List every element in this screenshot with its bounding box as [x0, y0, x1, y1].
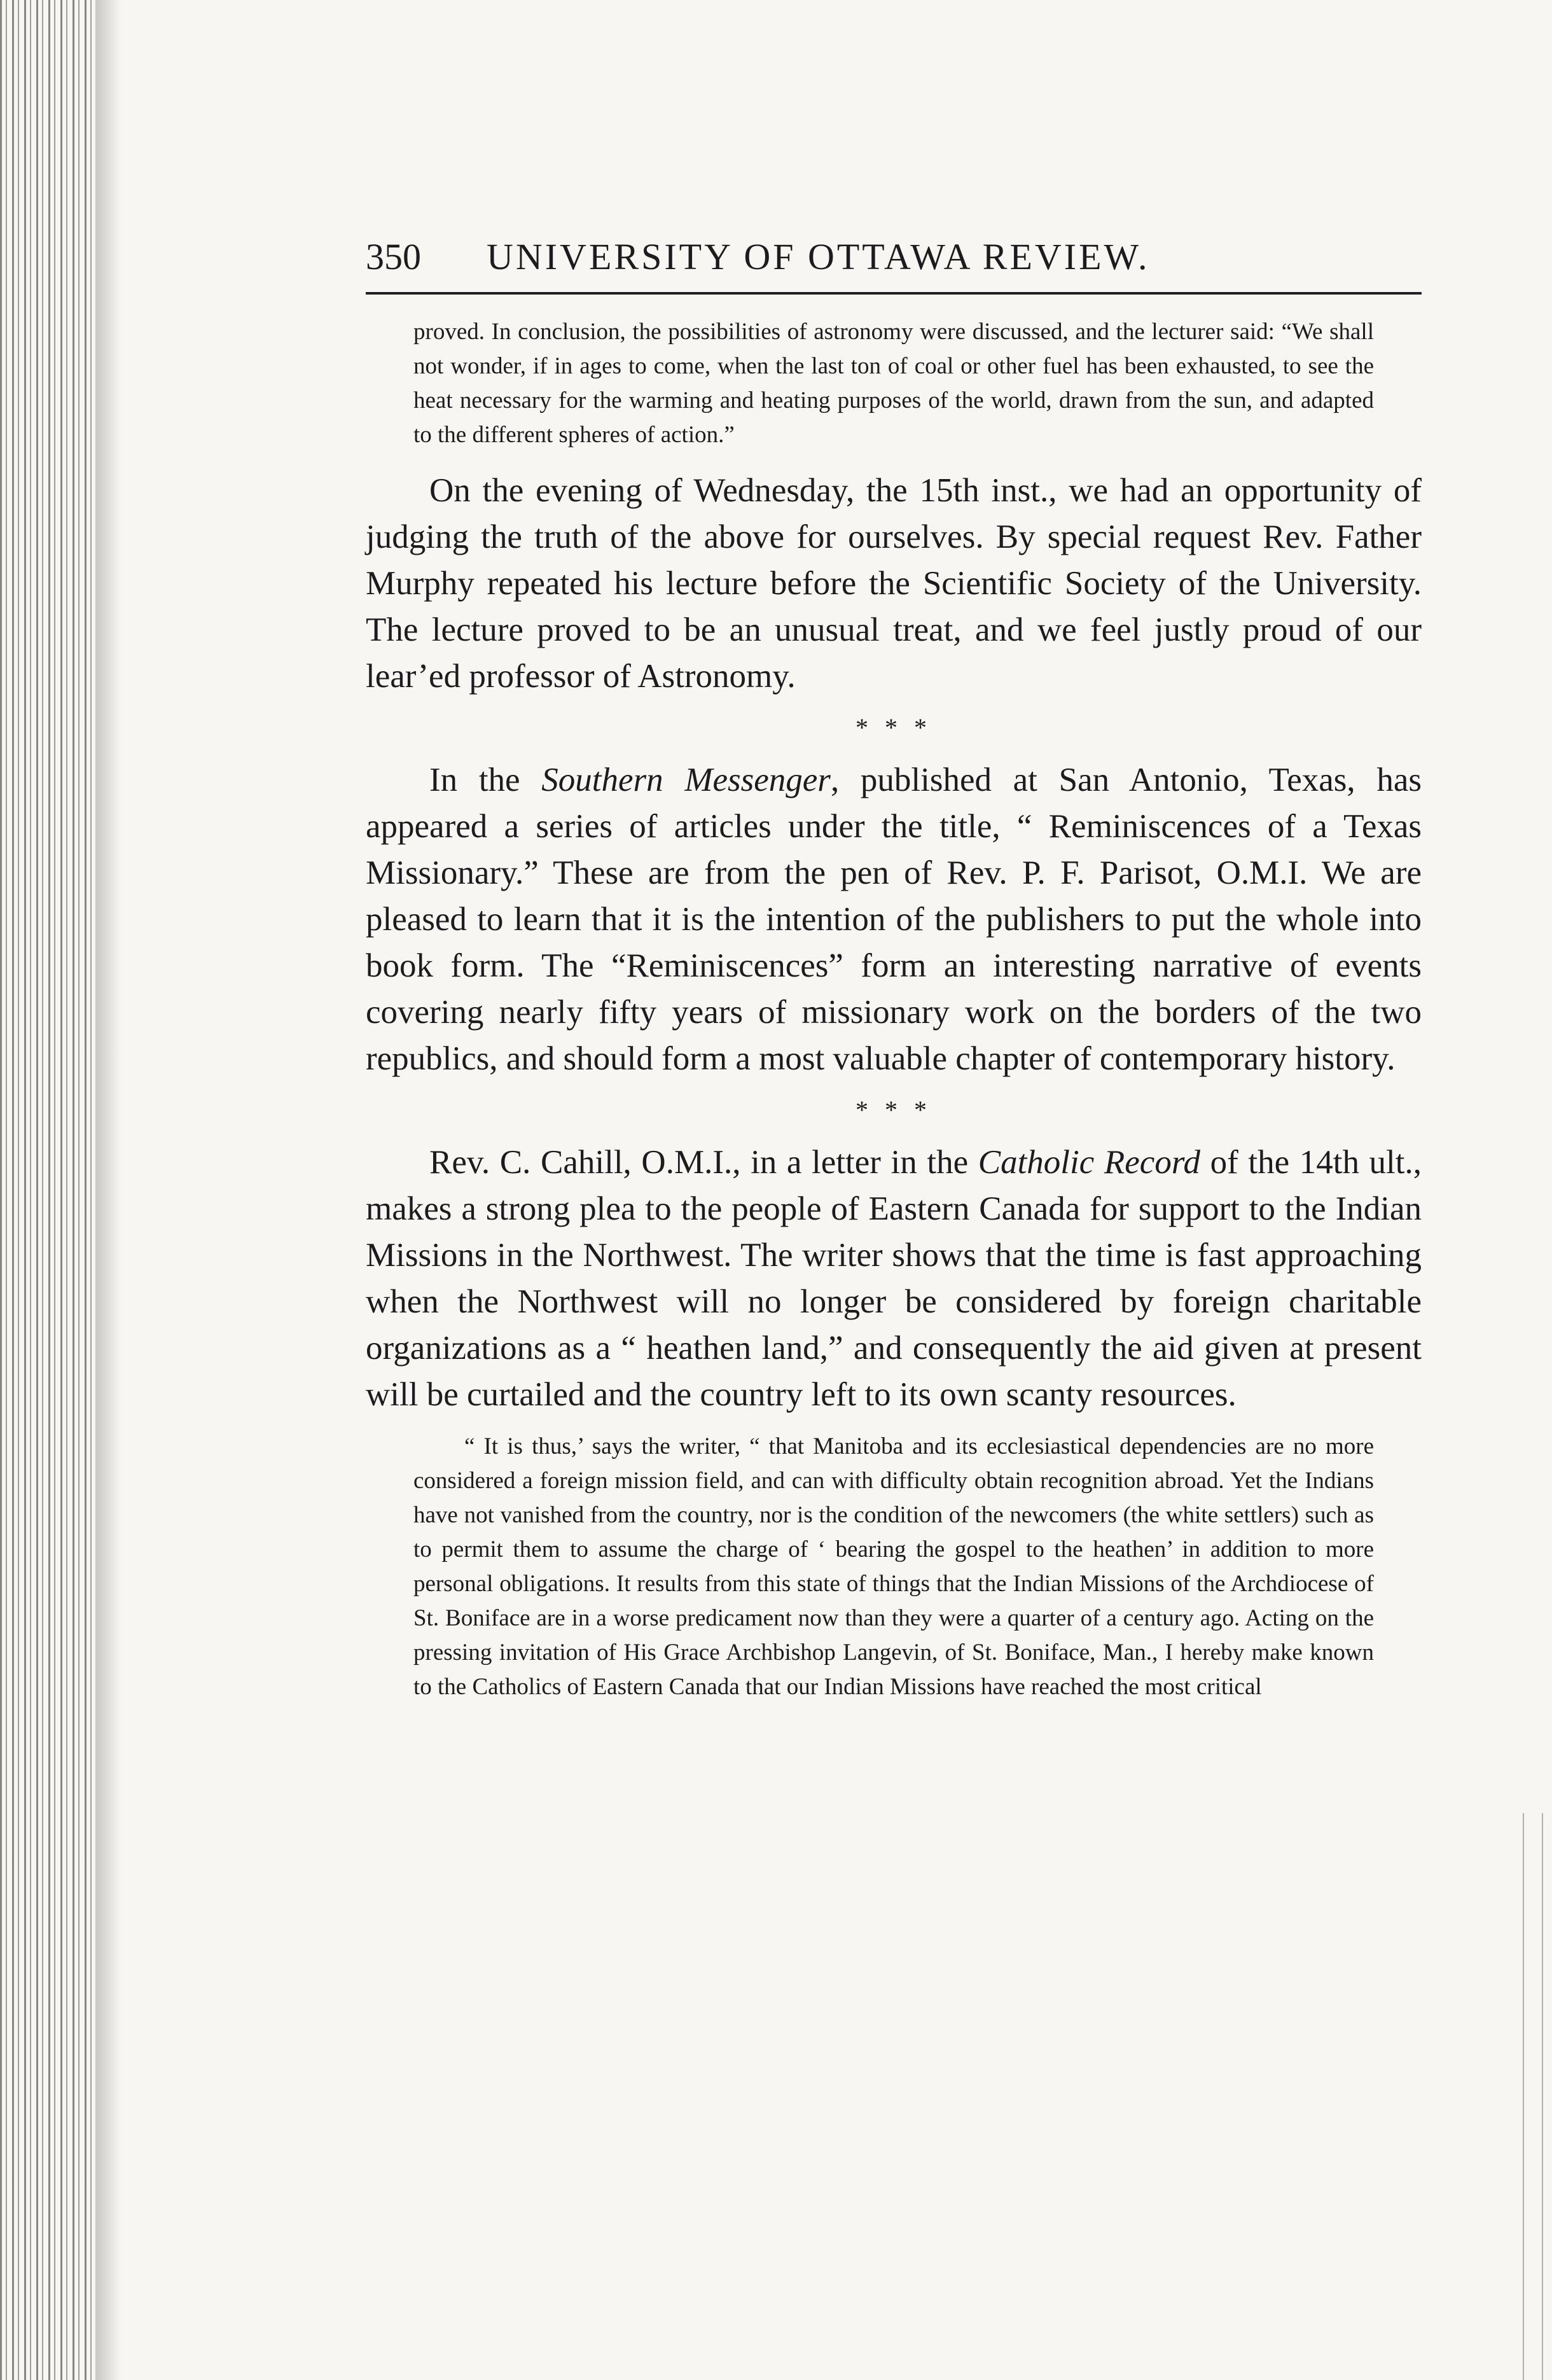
journal-name-southern-messenger: Southern Messenger [541, 762, 831, 798]
paragraph-indian-missions-prefix: Rev. C. Cahill, O.M.I., in a letter in the [429, 1144, 978, 1181]
paragraph-reminiscences [366, 757, 1422, 1082]
paragraph-indian-missions-body: of the 14th ult., makes a strong plea to the people of Eastern Canada for support to the Indian Missions in the Northwest. The writer shows that the time is fast approaching when the Northwest will no longer be considered by foreign charitable organizations as a “ heathen land,” and consequently the aid given at present will be curtailed and the country left to its own scanty resources. [366, 1144, 1422, 1413]
quote-block-top [366, 315, 1422, 452]
document-page [366, 235, 1422, 1720]
journal-name-catholic-record: Catholic Record [978, 1144, 1200, 1181]
quote-bottom-text: “ It is thus,’ says the writer, “ that Manitoba and its ecclesiastical dependencies are no more considered a foreign mission field, and can with difficulty obtain recognition abroad. Yet the Indians have not vanished from the country, nor is the condition of the newcomers (the white settlers) such as to permit them to assume the charge of ‘ bearing the gospel to the heathen’ in addition to more personal obligations. It results from this state of things that the Indian Missions of the Archdiocese of St. Boniface are in a worse predicament now than they were a quarter of a century ago. Acting on the pressing invitation of His Grace Archbishop Langevin, of St. Boniface, Man., I hereby make known to the Catholics of Eastern Canada that our Indian Missions have reached the most critical [413, 1433, 1374, 1700]
paragraph-reminiscences-prefix: In the [429, 762, 542, 798]
paragraph-reminiscences-body: , published at San Antonio, Texas, has appeared a series of articles under the title, “ Reminiscences of a Texas Missionary.” These are from the pen of Rev. P. F. Parisot, O.M.I. We are pleased to learn that it is the intention of the publishers to put the whole into book form. The “Reminiscences” form an interesting narrative of events covering nearly fifty years of missionary work on the borders of the two republics, and should form a most valuable chapter of contemporary history. [366, 762, 1422, 1077]
asterism-divider: * * * [856, 1096, 932, 1124]
paragraph-lecture: On the evening of Wednesday, the 15th inst., we had an opportunity of judging the truth of the above for ourselves. By special request Rev. Father Murphy repeated his lecture before the Scientific Society of the University. The lecture proved to be an unusual treat, and we feel justly proud of our lear’ed professor of Astronomy. [366, 472, 1422, 695]
binding-edge-scan [0, 0, 95, 2380]
running-header [366, 235, 1422, 295]
journal-title: UNIVERSITY OF OTTAWA REVIEW. [487, 236, 1150, 277]
quote-top-text: proved. In conclusion, the possibilities of astronomy were discussed, and the lecturer said: “We shall not wonder, if in ages to come, when the last ton of coal or other fuel has been exhausted, to see the heat necessary for the warming and heating purposes of the world, drawn from the sun, and adapted to the different spheres of action.” [413, 319, 1374, 448]
binding-shadow [95, 0, 121, 2380]
page-number: 350 [366, 236, 421, 277]
right-edge-scan [1514, 1813, 1552, 2380]
paragraph-indian-missions [366, 1139, 1422, 1418]
quote-block-bottom [366, 1430, 1422, 1704]
asterism-divider: * * * [856, 713, 932, 742]
